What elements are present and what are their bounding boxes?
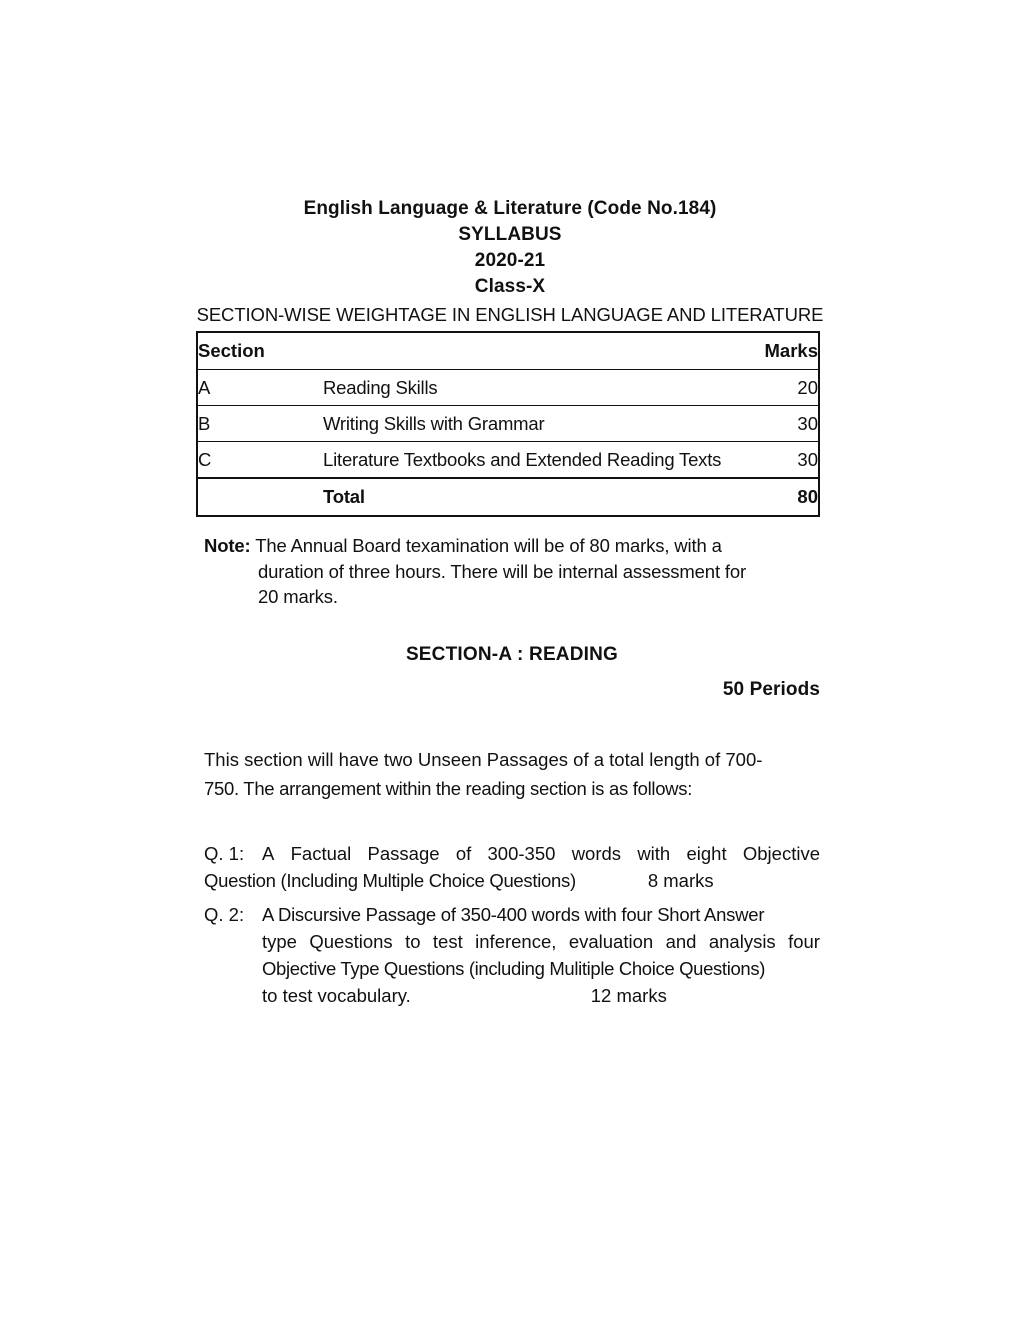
note-block	[204, 533, 824, 610]
section-a-periods: 50 Periods	[722, 679, 820, 700]
question-2-line-3: Objective Type Questions (including Mulitiple Choice Questions)	[262, 958, 766, 979]
total-marks: 80	[743, 478, 819, 516]
word: Factual	[290, 843, 352, 864]
word: Objective	[742, 843, 820, 864]
word: eight	[686, 843, 727, 864]
question-1-line-2-text: Question (Including Multiple Choice Questions)	[204, 870, 576, 891]
intro-line-2: 750. The arrangement within the reading section is as follows:	[204, 778, 693, 799]
page-title: English Language & Literature (Code No.184)	[303, 198, 717, 219]
row-section: C	[197, 442, 323, 479]
table-total-row	[197, 478, 819, 516]
table-row	[197, 406, 819, 442]
word: type	[262, 931, 297, 952]
academic-year: 2020-21	[474, 250, 546, 271]
row-marks: 20	[743, 370, 819, 406]
question-2-block	[204, 901, 820, 1009]
column-header-marks: Marks	[743, 332, 819, 370]
note-line-first	[204, 533, 824, 559]
word: Passage	[367, 843, 440, 864]
word: words	[571, 843, 622, 864]
question-2-line-2	[204, 928, 820, 955]
question-2-line-1-text: A Discursive Passage of 350-400 words with four Short Answer	[262, 904, 765, 925]
row-section: B	[197, 406, 323, 442]
word: evaluation	[568, 931, 654, 952]
word: inference,	[475, 931, 557, 952]
column-header-description	[323, 332, 743, 370]
word: four	[788, 931, 820, 952]
intro-line-1	[204, 745, 820, 774]
document-header	[150, 196, 870, 328]
word: to	[405, 931, 421, 952]
note-text-line1: The Annual Board texamination will be of 80 marks, with a	[255, 535, 722, 556]
question-2-label: Q. 2:	[204, 904, 245, 925]
section-weightage-table	[196, 331, 820, 517]
question-1-line-1-words	[262, 840, 820, 867]
total-section	[197, 478, 323, 516]
weightage-heading: SECTION-WISE WEIGHTAGE IN ENGLISH LANGUAGE AND LITERATURE	[196, 304, 824, 325]
question-2-line-4-text: to test vocabulary.	[262, 985, 411, 1006]
table-header-row	[197, 332, 819, 370]
row-marks: 30	[743, 442, 819, 479]
note-label: Note:	[204, 535, 251, 556]
section-a-heading: SECTION-A : READING	[405, 644, 619, 665]
row-description: Reading Skills	[323, 370, 743, 406]
question-2-line-1	[204, 901, 820, 928]
question-1-line-2	[204, 867, 820, 894]
word: of	[455, 843, 472, 864]
question-1-block	[204, 840, 820, 894]
column-header-section: Section	[197, 332, 323, 370]
row-section: A	[197, 370, 323, 406]
section-a-intro	[204, 745, 820, 803]
word: 300-350	[487, 843, 556, 864]
note-text-line2: duration of three hours. There will be internal assessment for	[258, 560, 747, 582]
intro-line-1-text: This section will have two Unseen Passages of a total length of 700-	[204, 749, 763, 770]
row-description: Literature Textbooks and Extended Reading Texts	[323, 442, 743, 479]
row-description: Writing Skills with Grammar	[323, 406, 743, 442]
question-1-label: Q. 1:	[204, 843, 245, 864]
table-row	[197, 442, 819, 479]
word: Questions	[309, 931, 393, 952]
word: with	[637, 843, 671, 864]
question-1-line-1	[204, 840, 820, 867]
note-text-line3: 20 marks.	[258, 586, 338, 607]
table-row	[197, 370, 819, 406]
question-1-marks: 8 marks	[647, 870, 714, 891]
total-label: Total	[323, 478, 743, 516]
syllabus-label: SYLLABUS	[458, 224, 562, 245]
word: and	[665, 931, 697, 952]
question-2-line-4	[204, 982, 820, 1009]
word: analysis	[708, 931, 776, 952]
row-marks: 30	[743, 406, 819, 442]
word: test	[432, 931, 463, 952]
question-2-marks: 12 marks	[590, 985, 667, 1006]
class-label: Class-X	[474, 276, 546, 297]
word: A	[262, 843, 275, 864]
